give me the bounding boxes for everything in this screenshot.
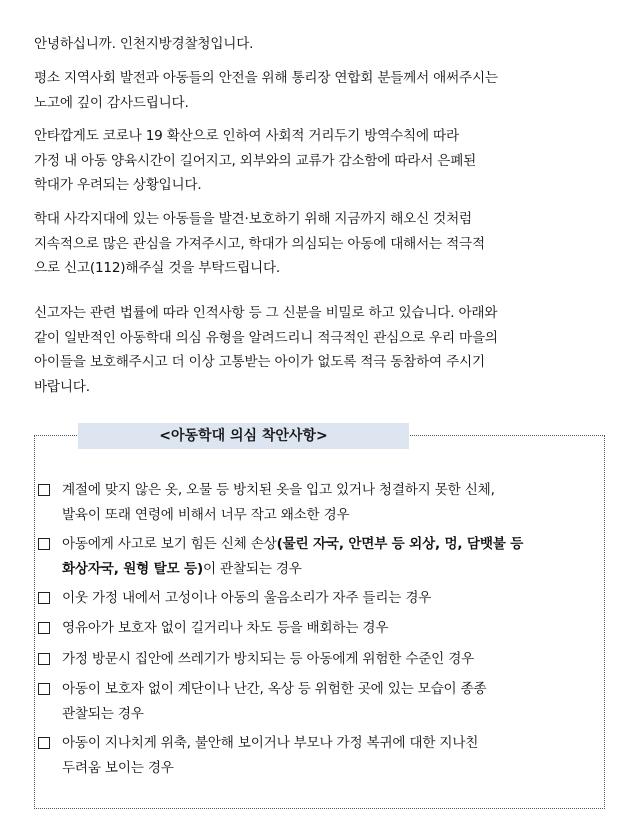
checkbox-icon (38, 538, 50, 550)
checkbox-icon (38, 683, 50, 695)
item-bold-text: (물린 자국, 안면부 등 외상, 멍, 담뱃불 등 (276, 536, 524, 552)
item-line: 가정 방문시 집안에 쓰레기가 방치되는 등 아동에게 위험한 수준인 경우 (62, 651, 475, 667)
item-line (62, 532, 598, 557)
text-line: 안녕하십니까. 인천지방경찰청입니다. (34, 36, 254, 52)
item-line: 아동이 보호자 없이 계단이나 난간, 옥상 등 위험한 곳에 있는 모습이 종종 (62, 681, 487, 697)
item-line: 영유아가 보호자 없이 길거리나 차도 등을 배회하는 경우 (62, 620, 389, 636)
text-line: 바랍니다. (34, 378, 90, 395)
paragraph-2 (34, 66, 597, 115)
paragraph-5 (34, 301, 597, 399)
text-line: 노고에 깊이 감사드립니다. (34, 94, 189, 111)
text-line: 으로 신고(112)해주실 것을 부탁드립니다. (34, 260, 281, 276)
item-line: 이웃 가정 내에서 고성이나 아동의 울음소리가 자주 들리는 경우 (62, 590, 432, 606)
text-line: 평소 지역사회 발전과 아동들의 안전을 위해 통리장 연합회 분들께서 애써주시는 (34, 70, 498, 86)
text-line: 지속적으로 많은 관심을 가져주시고, 학대가 의심되는 아동에 대해서는 적극적 (34, 235, 485, 252)
item-bold-text: 화상자국, 원형 탈모 등) (62, 561, 203, 577)
text-line: 학대 사각지대에 있는 아동들을 발견·보호하기 위해 지금까지 해오신 것처럼 (34, 211, 472, 227)
item-line: 아동이 지나치게 위축, 불안해 보이거나 부모나 가정 복귀에 대한 지나친 (62, 735, 479, 751)
text-line: 학대가 우려되는 상황입니다. (34, 177, 202, 193)
paragraph-4 (34, 207, 597, 281)
item-line: 관찰되는 경우 (62, 706, 144, 722)
checkbox-icon (38, 737, 50, 749)
item-line: 발육이 또래 연령에 비해서 너무 작고 왜소한 경우 (62, 507, 350, 523)
text-line: 가정 내 아동 양육시간이 길어지고, 외부와의 교류가 감소함에 따라서 은폐된 (34, 152, 477, 169)
checklist-title: <아동학대 의심 착안사항> (78, 423, 409, 449)
paragraph-3 (34, 124, 597, 198)
text-line: 아이들을 보호해주시고 더 이상 고통받는 아이가 없도록 적극 동참하여 주시기 (34, 354, 485, 370)
item-text: 이 관찰되는 경우 (202, 561, 302, 577)
text-line: 같이 일반적인 아동학대 의심 유형을 알려드리니 적극적인 관심으로 우리 마을의 (34, 329, 498, 346)
checkbox-icon (38, 653, 50, 665)
item-line: 두려움 보이는 경우 (62, 760, 174, 776)
item-line (62, 557, 598, 582)
item-line: 계절에 맞지 않은 옷, 오물 등 방치된 옷을 입고 있거나 청결하지 못한 신체, (62, 482, 495, 498)
paragraph-1 (34, 32, 597, 57)
checkbox-icon (38, 592, 50, 604)
checkbox-icon (38, 622, 50, 634)
checkbox-icon (38, 484, 50, 496)
text-line: 신고자는 관련 법률에 따라 인적사항 등 그 신분을 비밀로 하고 있습니다. 아래와 (34, 305, 498, 321)
text-line: 안타깝게도 코로나 19 확산으로 인하여 사회적 거리두기 방역수칙에 따라 (34, 128, 459, 144)
item-text: 아동에게 사고로 보기 힘든 신체 손상 (62, 536, 277, 552)
